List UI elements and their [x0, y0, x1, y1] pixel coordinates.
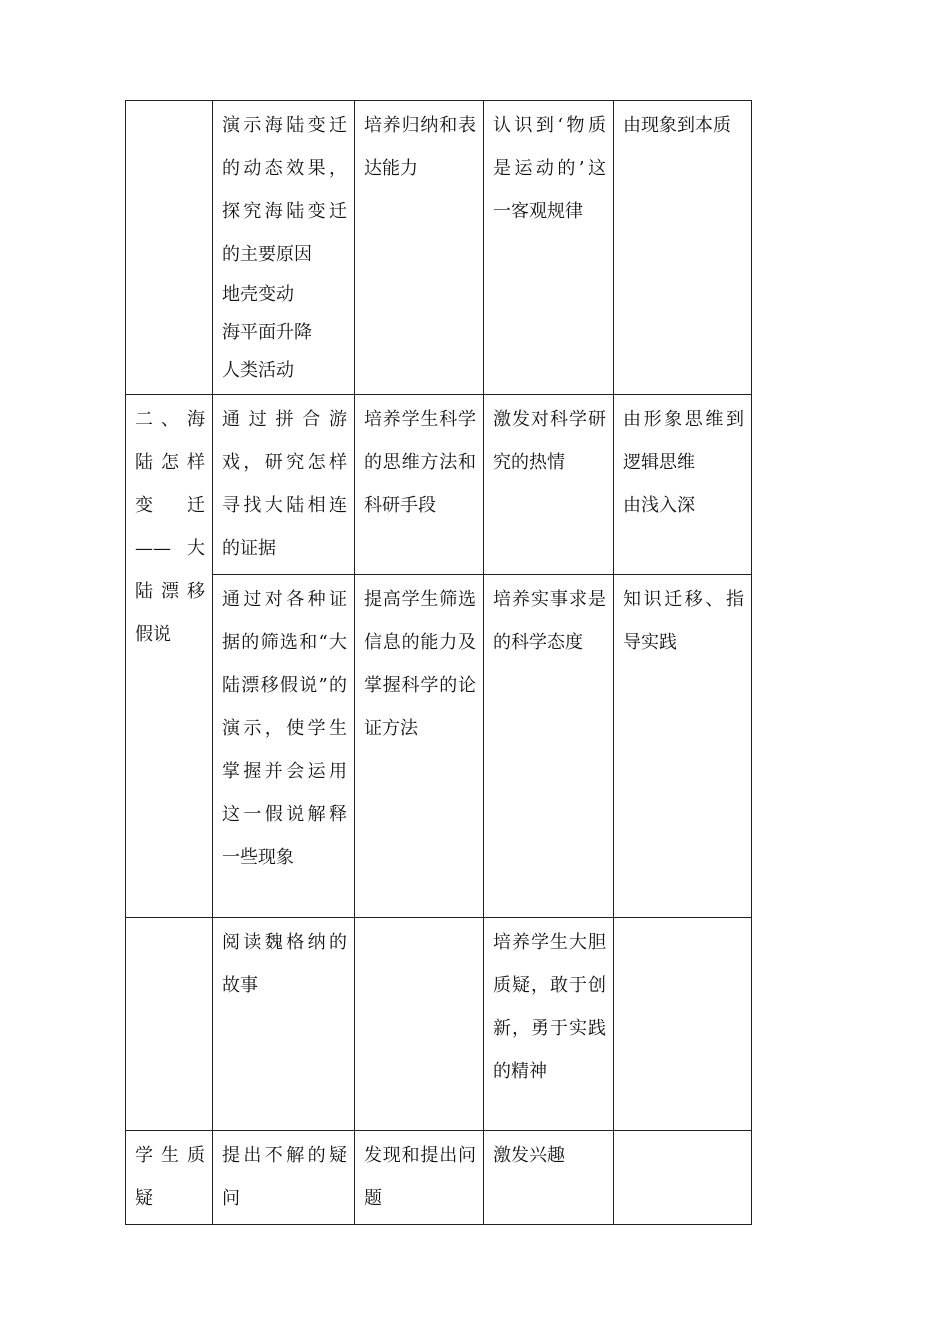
activity-sub-item: 海平面升降 [222, 322, 312, 343]
ability-cell: 发现和提出问题 [355, 1131, 484, 1225]
method-text: 由形象思维到逻辑思维 [623, 409, 744, 473]
activity-sub-item: 地壳变动 [222, 284, 294, 305]
method-cell [614, 918, 752, 1131]
emotion-cell: 培养实事求是的科学态度 [484, 575, 614, 918]
activity-cell: 通过拼合游戏，研究怎样寻找大陆相连的证据 [213, 395, 355, 575]
lesson-plan-table [125, 100, 752, 1225]
emotion-cell: 激发对科学研究的热情 [484, 395, 614, 575]
section-cell: 二、海陆怎样变迁——大陆漂移假说 [126, 395, 213, 918]
activity-cell: 通过对各种证据的筛选和“大陆漂移假说”的演示，使学生掌握并会运用这一假说解释一些现象 [213, 575, 355, 918]
method-cell [614, 1131, 752, 1225]
ability-cell [355, 918, 484, 1131]
emotion-cell: 培养学生大胆质疑，敢于创新，勇于实践的精神 [484, 918, 614, 1131]
emotion-cell: 激发兴趣 [484, 1131, 614, 1225]
ability-cell: 培养归纳和表达能力 [355, 101, 484, 395]
activity-cell [213, 101, 355, 395]
activity-text: 演示海陆变迁的动态效果，探究海陆变迁的主要原因 [222, 115, 347, 265]
table-row [126, 1131, 752, 1225]
activity-sub-item: 人类活动 [222, 360, 294, 381]
method-cell [614, 395, 752, 575]
ability-cell: 培养学生科学的思维方法和科研手段 [355, 395, 484, 575]
section-cell [126, 918, 213, 1131]
table-row [126, 101, 752, 395]
method-text: 由浅入深 [623, 495, 695, 516]
section-cell: 学生质疑 [126, 1131, 213, 1225]
table-row [126, 918, 752, 1131]
method-cell: 知识迁移、指导实践 [614, 575, 752, 918]
method-cell: 由现象到本质 [614, 101, 752, 395]
activity-cell: 提出不解的疑问 [213, 1131, 355, 1225]
section-cell [126, 101, 213, 395]
ability-cell: 提高学生筛选信息的能力及掌握科学的论证方法 [355, 575, 484, 918]
table-row [126, 395, 752, 575]
emotion-cell: 认识到‘物质是运动的’这一客观规律 [484, 101, 614, 395]
table-row [126, 575, 752, 918]
activity-cell: 阅读魏格纳的故事 [213, 918, 355, 1131]
